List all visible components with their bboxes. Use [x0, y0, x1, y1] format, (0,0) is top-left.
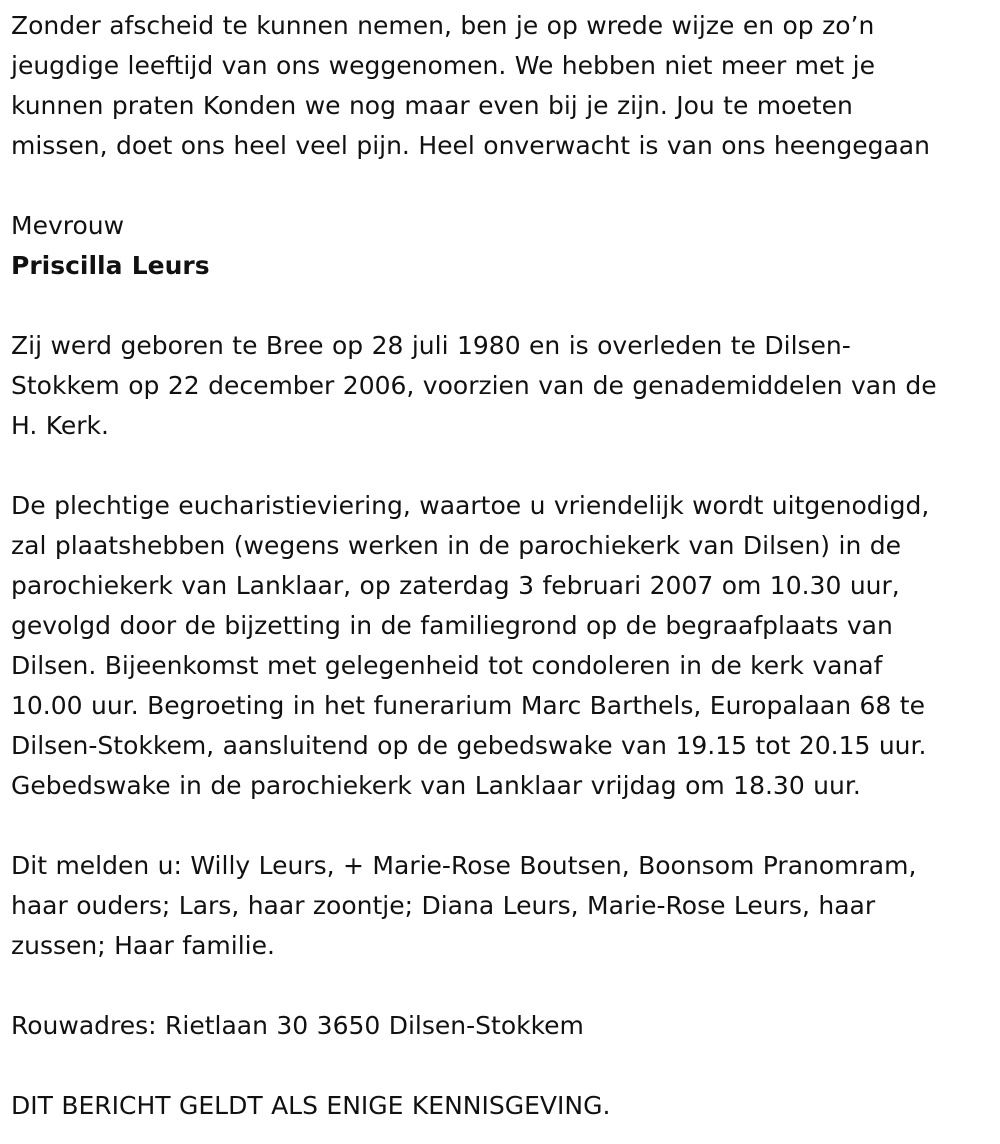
birth-death-details: Zij werd geboren te Bree op 28 juli 1980 en is overleden te Dilsen- Stokkem op 22 december 2006, voorzien van de genademiddelen van de H. Kerk. [11, 331, 937, 440]
spacer [11, 286, 996, 326]
spacer [11, 1046, 996, 1086]
death-notice [11, 6, 996, 1126]
closing-statement: DIT BERICHT GELDT ALS ENIGE KENNISGEVING. [11, 1091, 611, 1120]
intro-poem: Zonder afscheid te kunnen nemen, ben je op wrede wijze en op zo’n jeugdige leeftijd van ons weggenomen. We hebben niet meer met je kunnen praten Konden we nog maar even bij je zijn. Jou te moeten missen, doet ons heel veel pijn. Heel onverwacht is van ons heengegaan [11, 11, 930, 160]
spacer [11, 966, 996, 1006]
family-announcement: Dit melden u: Willy Leurs, + Marie-Rose Boutsen, Boonsom Pranomram, haar ouders; Lars, haar zoontje; Diana Leurs, Marie-Rose Leurs, haar zussen; Haar familie. [11, 851, 917, 960]
honorific: Mevrouw [11, 211, 125, 240]
deceased-name: Priscilla Leurs [11, 251, 210, 280]
spacer [11, 166, 996, 206]
spacer [11, 806, 996, 846]
spacer [11, 446, 996, 486]
mourning-address: Rouwadres: Rietlaan 30 3650 Dilsen-Stokkem [11, 1011, 584, 1040]
ceremony-details: De plechtige eucharistieviering, waartoe u vriendelijk wordt uitgenodigd, zal plaatshebben (wegens werken in de parochiekerk van Dilsen) in de parochiekerk van Lanklaar, op zaterdag 3 februari 2007 om 10.30 uur, gevolgd door de bijzetting in de familiegrond op de begraafplaats van Dilsen. Bijeenkomst met gelegenheid tot condoleren in de kerk vanaf 10.00 uur. Begroeting in het funerarium Marc Barthels, Europalaan 68 te Dilsen-Stokkem, aansluitend op de gebedswake van 19.15 tot 20.15 uur. Gebedswake in de parochiekerk van Lanklaar vrijdag om 18.30 uur. [11, 491, 930, 800]
